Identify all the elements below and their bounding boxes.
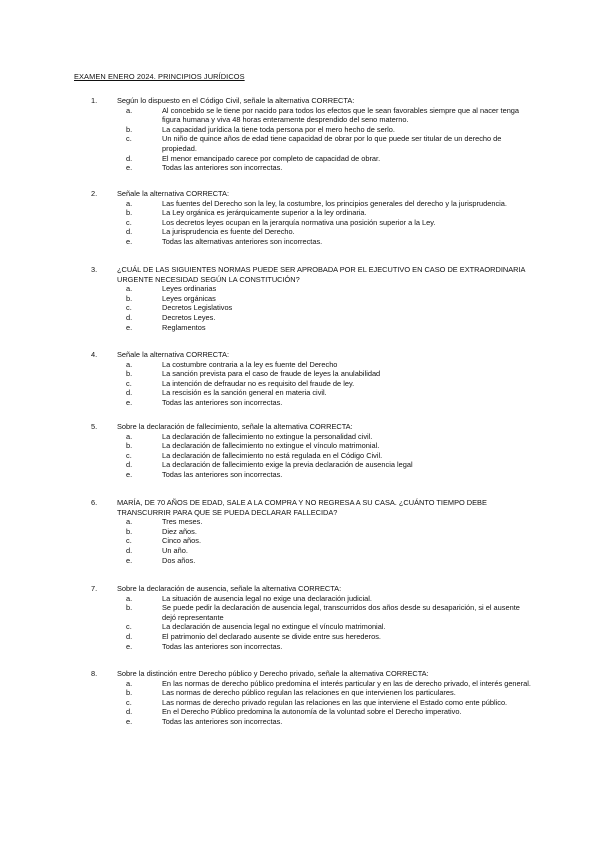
option-text: Las normas de derecho público regulan las relaciones en que intervienen los particulares. bbox=[162, 688, 456, 698]
option-text: Tres meses. bbox=[162, 517, 203, 527]
answer-option bbox=[117, 546, 531, 556]
option-text: En las normas de derecho público predomina el interés particular y en las de derecho privado, el interés general. bbox=[162, 678, 531, 688]
answer-option bbox=[117, 470, 531, 480]
answer-option bbox=[117, 679, 531, 689]
option-letter: a. bbox=[126, 284, 133, 294]
question-number: 6. bbox=[91, 498, 98, 507]
answer-option bbox=[117, 284, 531, 294]
option-letter: a. bbox=[126, 678, 133, 688]
option-list bbox=[117, 517, 531, 565]
answer-option bbox=[117, 379, 531, 389]
question-text: Sobre la declaración de ausencia, señale la alternativa CORRECTA: bbox=[117, 584, 342, 593]
option-letter: b. bbox=[126, 688, 133, 698]
option-text: La jurisprudencia es fuente del Derecho. bbox=[162, 227, 295, 237]
option-letter: c. bbox=[126, 450, 132, 460]
option-text: Todas las anteriores son incorrectas. bbox=[162, 397, 283, 407]
option-letter: b. bbox=[126, 369, 133, 379]
answer-option bbox=[117, 603, 531, 622]
question-4 bbox=[91, 350, 531, 408]
option-letter: e. bbox=[126, 236, 133, 246]
option-letter: c. bbox=[126, 217, 132, 227]
option-letter: d. bbox=[126, 388, 133, 398]
answer-option bbox=[117, 536, 531, 546]
question-text: Sobre la distinción entre Derecho público y Derecho privado, señale la alternativa CORRECTA: bbox=[117, 669, 429, 678]
option-text: Todas las anteriores son incorrectas. bbox=[162, 469, 283, 479]
option-letter: a. bbox=[126, 198, 133, 208]
option-letter: b. bbox=[126, 441, 133, 451]
answer-option bbox=[117, 303, 531, 313]
option-text: La costumbre contraria a la ley es fuente del Derecho bbox=[162, 359, 338, 369]
option-text: Un año. bbox=[162, 545, 188, 555]
option-list bbox=[117, 199, 531, 247]
option-list bbox=[117, 679, 531, 727]
question-text: Según lo dispuesto en el Código Civil, señale la alternativa CORRECTA: bbox=[117, 96, 355, 105]
answer-option bbox=[117, 154, 531, 164]
question-number: 4. bbox=[91, 350, 98, 359]
option-text: Las normas de derecho privado regulan las relaciones en las que interviene el Estado como ente público. bbox=[162, 697, 508, 707]
answer-option bbox=[117, 134, 531, 153]
question-7 bbox=[91, 584, 531, 651]
option-letter: d. bbox=[126, 707, 133, 717]
answer-option bbox=[117, 707, 531, 717]
option-letter: d. bbox=[126, 153, 133, 163]
question-text: Sobre la declaración de fallecimiento, señale la alternativa CORRECTA: bbox=[117, 422, 353, 431]
question-number: 3. bbox=[91, 265, 98, 274]
option-letter: b. bbox=[126, 293, 133, 303]
question-text: Señale la alternativa CORRECTA: bbox=[117, 189, 229, 198]
option-list bbox=[117, 106, 531, 173]
option-letter: d. bbox=[126, 545, 133, 555]
option-letter: a. bbox=[126, 593, 133, 603]
question-text: MARÍA, DE 70 AÑOS DE EDAD, SALE A LA COMPRA Y NO REGRESA A SU CASA. ¿CUÁNTO TIEMPO DEBE TRANSCURRIR PARA QUE SE PUEDA DECLARAR FALLECIDA? bbox=[117, 498, 487, 517]
question-text: Señale la alternativa CORRECTA: bbox=[117, 350, 229, 359]
answer-option bbox=[117, 199, 531, 209]
option-text: Todas las alternativas anteriores son incorrectas. bbox=[162, 236, 323, 246]
answer-option bbox=[117, 369, 531, 379]
option-text: En el Derecho Público predomina la autonomía de la voluntad sobre el Derecho imperativo. bbox=[162, 707, 462, 717]
option-list bbox=[117, 432, 531, 480]
answer-option bbox=[117, 294, 531, 304]
answer-option bbox=[117, 642, 531, 652]
option-text: Decretos Legislativos bbox=[162, 303, 233, 313]
option-text: Dos años. bbox=[162, 555, 196, 565]
option-letter: d. bbox=[126, 631, 133, 641]
option-text: Los decretos leyes ocupan en la jerarquía normativa una posición superior a la Ley. bbox=[162, 217, 436, 227]
answer-option bbox=[117, 398, 531, 408]
option-letter: c. bbox=[126, 622, 132, 632]
answer-option bbox=[117, 106, 531, 125]
option-text: La declaración de fallecimiento no está regulada en el Código Civil. bbox=[162, 450, 383, 460]
option-letter: b. bbox=[126, 603, 133, 613]
question-number: 2. bbox=[91, 189, 98, 198]
answer-option bbox=[117, 218, 531, 228]
question-text: ¿CUÁL DE LAS SIGUIENTES NORMAS PUEDE SER APROBADA POR EL EJECUTIVO EN CASO DE EXTRAORDINARIA URGENTE NECESIDAD SEGÚN LA CONSTITUCIÓN? bbox=[117, 265, 526, 284]
option-text: Diez años. bbox=[162, 526, 197, 536]
answer-option bbox=[117, 208, 531, 218]
answer-option bbox=[117, 460, 531, 470]
option-letter: e. bbox=[126, 163, 133, 173]
option-text: Leyes orgánicas bbox=[162, 293, 216, 303]
answer-option bbox=[117, 717, 531, 727]
option-letter: a. bbox=[126, 431, 133, 441]
option-text: Leyes ordinarias bbox=[162, 284, 217, 294]
option-text: Todas las anteriores son incorrectas. bbox=[162, 163, 283, 173]
option-letter: e. bbox=[126, 397, 133, 407]
option-text: La capacidad jurídica la tiene toda persona por el mero hecho de serlo. bbox=[162, 124, 395, 134]
answer-option bbox=[117, 441, 531, 451]
option-text: Decretos Leyes. bbox=[162, 312, 216, 322]
question-6 bbox=[91, 498, 531, 565]
answer-option bbox=[117, 163, 531, 173]
exam-title: EXAMEN ENERO 2024. PRINCIPIOS JURÍDICOS bbox=[74, 72, 245, 81]
option-letter: b. bbox=[126, 124, 133, 134]
option-text: Todas las anteriores son incorrectas. bbox=[162, 641, 283, 651]
answer-option bbox=[117, 227, 531, 237]
answer-option bbox=[117, 313, 531, 323]
answer-option bbox=[117, 360, 531, 370]
option-text: Al concebido se le tiene por nacido para todos los efectos que le sean favorables siempre que al nacer tenga figura humana y viva 48 horas enteramente desprendido del seno materno. bbox=[162, 105, 520, 125]
question-number: 8. bbox=[91, 669, 98, 678]
answer-option bbox=[117, 125, 531, 135]
answer-option bbox=[117, 594, 531, 604]
option-letter: d. bbox=[126, 312, 133, 322]
option-letter: c. bbox=[126, 697, 132, 707]
answer-option bbox=[117, 388, 531, 398]
option-text: Se puede pedir la declaración de ausencia legal, transcurridos dos años desde su desaparición, si el ausente dejó representante bbox=[162, 603, 520, 622]
answer-option bbox=[117, 237, 531, 247]
question-number: 5. bbox=[91, 422, 98, 431]
option-letter: b. bbox=[126, 208, 133, 218]
option-letter: e. bbox=[126, 322, 133, 332]
option-text: La Ley orgánica es jerárquicamente superior a la ley ordinaria. bbox=[162, 208, 367, 218]
answer-option bbox=[117, 451, 531, 461]
option-text: La intención de defraudar no es requisito del fraude de ley. bbox=[162, 378, 355, 388]
option-letter: c. bbox=[126, 378, 132, 388]
answer-option bbox=[117, 323, 531, 333]
option-text: La rescisión es la sanción general en materia civil. bbox=[162, 388, 327, 398]
option-text: La declaración de ausencia legal no extingue el vínculo matrimonial. bbox=[162, 622, 386, 632]
question-2 bbox=[91, 189, 531, 247]
option-text: El patrimonio del declarado ausente se divide entre sus herederos. bbox=[162, 631, 381, 641]
option-letter: e. bbox=[126, 555, 133, 565]
option-list bbox=[117, 284, 531, 332]
option-text: Todas las anteriores son incorrectas. bbox=[162, 716, 283, 726]
option-letter: b. bbox=[126, 526, 133, 536]
option-letter: c. bbox=[126, 536, 132, 546]
option-text: La declaración de fallecimiento no extingue la personalidad civil. bbox=[162, 431, 373, 441]
option-letter: a. bbox=[126, 359, 133, 369]
question-5 bbox=[91, 422, 531, 480]
option-text: La declaración de fallecimiento no extingue el vínculo matrimonial. bbox=[162, 441, 380, 451]
option-text: El menor emancipado carece por completo de capacidad de obrar. bbox=[162, 153, 381, 163]
question-number: 1. bbox=[91, 96, 98, 105]
answer-option bbox=[117, 622, 531, 632]
option-text: Reglamentos bbox=[162, 322, 206, 332]
option-text: La sanción prevista para el caso de fraude de leyes la anulabilidad bbox=[162, 369, 381, 379]
option-text: Las fuentes del Derecho son la ley, la costumbre, los principios generales del derecho y la jurisprudencia. bbox=[162, 198, 507, 208]
answer-option bbox=[117, 632, 531, 642]
option-letter: a. bbox=[126, 517, 133, 527]
question-8 bbox=[91, 669, 531, 727]
answer-option bbox=[117, 556, 531, 566]
question-1 bbox=[91, 96, 531, 173]
option-letter: e. bbox=[126, 641, 133, 651]
option-text: La situación de ausencia legal no exige una declaración judicial. bbox=[162, 593, 372, 603]
option-letter: a. bbox=[126, 105, 133, 115]
option-letter: e. bbox=[126, 469, 133, 479]
option-letter: c. bbox=[126, 134, 132, 144]
option-list bbox=[117, 594, 531, 652]
question-number: 7. bbox=[91, 584, 98, 593]
option-text: La declaración de fallecimiento exige la previa declaración de ausencia legal bbox=[162, 460, 413, 470]
option-letter: d. bbox=[126, 227, 133, 237]
option-letter: c. bbox=[126, 303, 132, 313]
answer-option bbox=[117, 698, 531, 708]
option-letter: e. bbox=[126, 716, 133, 726]
answer-option bbox=[117, 688, 531, 698]
option-list bbox=[117, 360, 531, 408]
answer-option bbox=[117, 527, 531, 537]
answer-option bbox=[117, 517, 531, 527]
option-text: Cinco años. bbox=[162, 536, 202, 546]
answer-option bbox=[117, 432, 531, 442]
option-letter: d. bbox=[126, 460, 133, 470]
option-text: Un niño de quince años de edad tiene capacidad de obrar por lo que puede ser titular de un derecho de propiedad. bbox=[162, 134, 502, 153]
question-3 bbox=[91, 265, 531, 332]
